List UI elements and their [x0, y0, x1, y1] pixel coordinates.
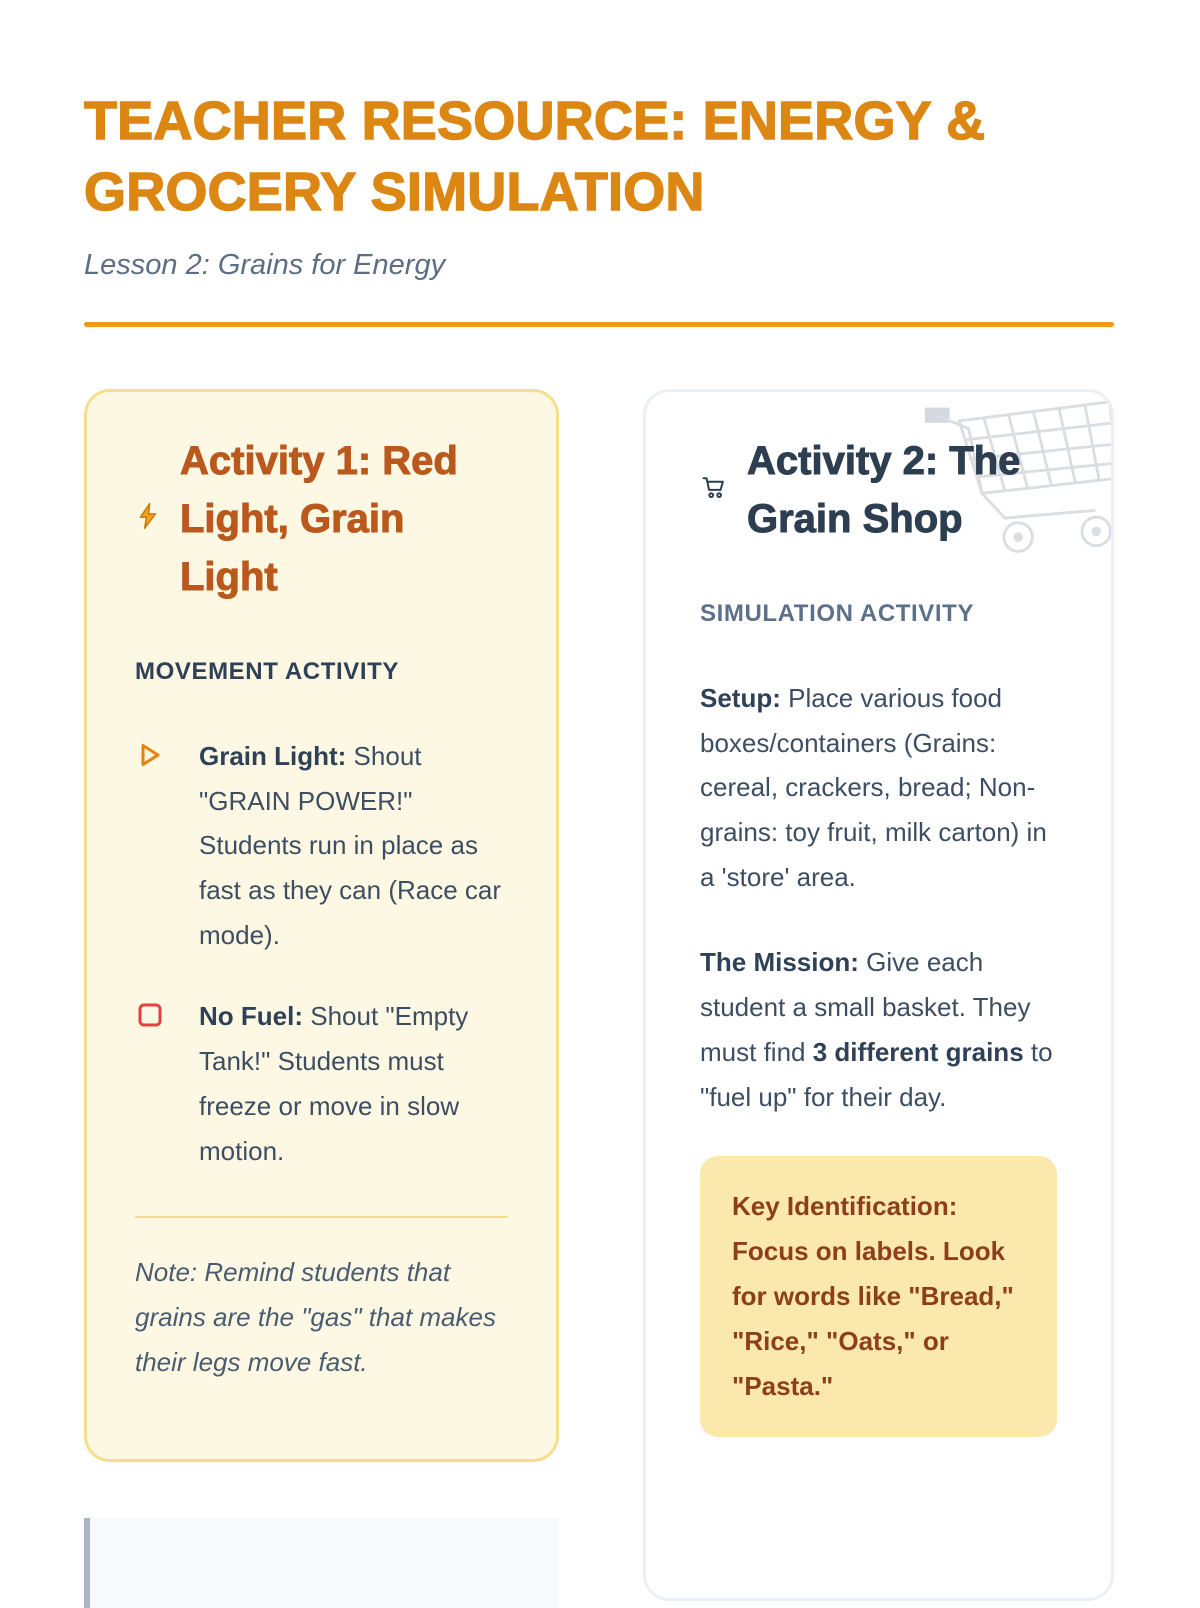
list-item-text	[199, 994, 508, 1174]
activity2-title: Activity 2: The Grain Shop	[747, 438, 1021, 541]
mission-paragraph	[700, 940, 1057, 1120]
setup-paragraph	[700, 676, 1057, 901]
play-icon	[135, 740, 165, 959]
item-lead: No Fuel:	[199, 1001, 303, 1032]
setup-lead: Setup:	[700, 682, 781, 713]
key-identification-callout: Key Identification: Focus on labels. Look for words like "Bread," "Rice," "Oats," or "Pasta."	[700, 1156, 1057, 1437]
item-lead: Grain Light:	[199, 740, 347, 771]
next-section-stub	[84, 1518, 559, 1608]
activity2-category-label: SIMULATION ACTIVITY	[700, 599, 975, 627]
setup-text: Place various food boxes/containers (Grains: cereal, crackers, bread; Non-grains: toy fruit, milk carton) in a 'store' area.	[700, 682, 1047, 893]
activity2-card	[643, 389, 1114, 1601]
stop-square-icon	[135, 1000, 165, 1174]
note-divider	[135, 1216, 508, 1218]
mission-bold: 3 different grains	[812, 1037, 1024, 1068]
mission-text-1: Give each student a small basket. They must find	[700, 947, 1031, 1068]
activity1-list	[135, 734, 508, 1175]
activity1-category-label: MOVEMENT ACTIVITY	[135, 657, 399, 685]
mission-lead: The Mission:	[700, 947, 859, 978]
activity1-header	[135, 432, 508, 606]
list-item-text	[199, 734, 508, 959]
activity-cards-row	[84, 389, 1114, 1608]
item-text: Shout "Empty Tank!" Students must freeze or move in slow motion.	[199, 1001, 469, 1167]
lightning-bolt-icon	[135, 502, 161, 535]
list-item	[135, 734, 508, 959]
mission-text-2: to "fuel up" for their day.	[700, 1037, 1053, 1113]
page-subtitle: Lesson 2: Grains for Energy	[84, 248, 446, 281]
activity1-card	[84, 389, 559, 1463]
cart-icon	[700, 473, 728, 506]
activity1-title: Activity 1: Red Light, Grain Light	[180, 438, 458, 599]
title-divider	[84, 322, 1114, 327]
activity1-note: Note: Remind students that grains are the "gas" that makes their legs move fast.	[135, 1257, 496, 1378]
page-title: TEACHER RESOURCE: ENERGY & GROCERY SIMULATION	[84, 91, 986, 223]
item-text: Shout "GRAIN POWER!" Students run in place as fast as they can (Race car mode).	[199, 740, 502, 951]
left-column	[84, 389, 559, 1608]
list-item	[135, 994, 508, 1174]
activity2-header	[700, 432, 1057, 548]
